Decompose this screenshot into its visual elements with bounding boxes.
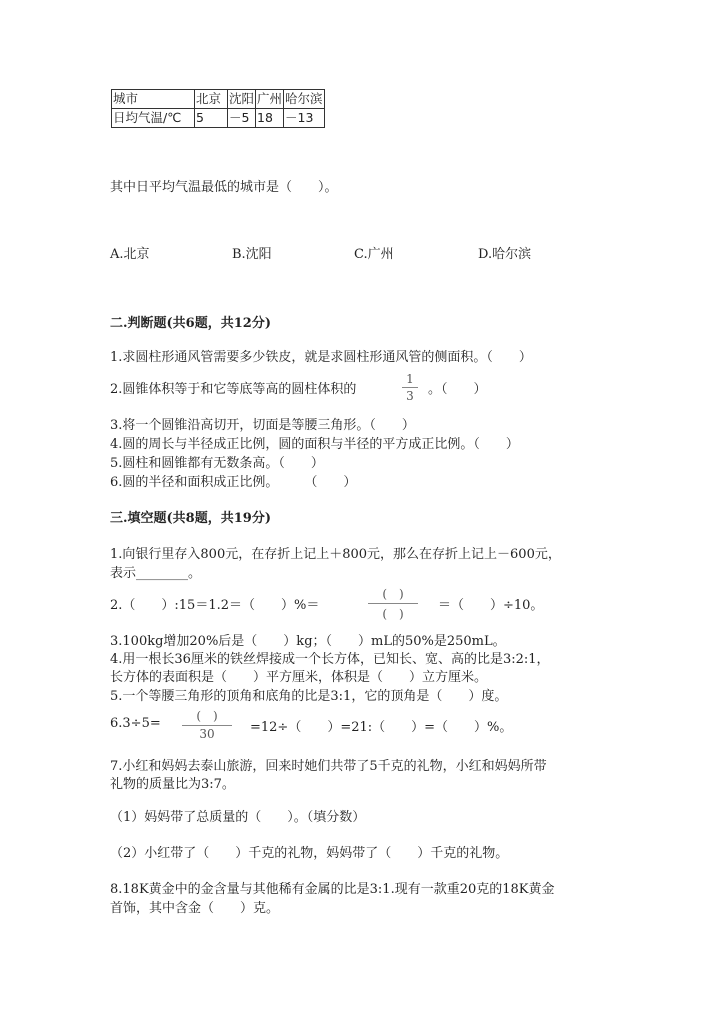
table-row xyxy=(112,109,325,128)
question-item: 2.（ ）:15＝1.2＝（ ）%＝ xyxy=(110,598,320,613)
table-cell: 广州 xyxy=(256,90,284,109)
table-cell: 18 xyxy=(256,109,284,128)
question-item: 2.圆锥体积等于和它等底等高的圆柱体积的 xyxy=(110,382,357,397)
question-item: 7.小红和妈妈去泰山旅游，回来时她们共带了5千克的礼物，小红和妈妈所带 xyxy=(110,759,547,774)
fraction-denominator: 30 xyxy=(199,727,215,741)
question-item: 3.100kg增加20%后是（ ）kg；（ ）mL的50%是250mL。 xyxy=(110,634,506,649)
fraction-numerator: 1 xyxy=(406,372,414,386)
fraction xyxy=(402,372,418,403)
section-title: 二.判断题(共6题，共12分) xyxy=(110,316,271,331)
question-item: =12÷（ ）=21:（ ）=（ ）%。 xyxy=(250,720,513,735)
table-cell: －13 xyxy=(284,109,325,128)
option-a: A.北京 xyxy=(110,247,150,262)
question-item: 1.向银行里存入800元，在存折上记上＋800元，那么在存折上记上－600元， xyxy=(110,547,561,562)
question-item: 6.3÷5= xyxy=(110,716,161,731)
question-item: 表示________。 xyxy=(110,566,202,581)
table-cell: －5 xyxy=(228,109,256,128)
question-item: （1）妈妈带了总质量的（ ）。（填分数） xyxy=(110,810,366,825)
question-item: 1.求圆柱形通风管需要多少铁皮，就是求圆柱形通风管的侧面积。（ ） xyxy=(110,350,532,365)
option-c: C.广州 xyxy=(354,247,394,262)
table-cell: 日均气温/℃ xyxy=(112,109,195,128)
fraction-denominator: ( ) xyxy=(382,607,404,621)
question-item: 5.一个等腰三角形的顶角和底角的比是3:1，它的顶角是（ ）度。 xyxy=(110,689,508,704)
question-item: 长方体的表面积是（ ）平方厘米，体积是（ ）立方厘米。 xyxy=(110,670,488,685)
question-item: ＝（ ）÷10。 xyxy=(438,598,544,613)
question-item: 。（ ） xyxy=(428,382,487,397)
table-cell: 沈阳 xyxy=(228,90,256,109)
fraction-bar xyxy=(182,725,232,726)
question-item: 8.18K黄金中的金含量与其他稀有金属的比是3:1.现有一款重20克的18K黄金 xyxy=(110,882,555,897)
fraction-bar xyxy=(402,387,418,388)
section-title: 三.填空题(共8题，共19分) xyxy=(110,511,271,526)
question-item: 4.圆的周长与半径成正比例，圆的面积与半径的平方成正比例。（ ） xyxy=(110,437,519,452)
question-item: （2）小红带了（ ）千克的礼物，妈妈带了（ ）千克的礼物。 xyxy=(110,846,509,861)
table-header-row xyxy=(112,90,325,109)
fraction-denominator: 3 xyxy=(406,389,414,403)
option-d: D.哈尔滨 xyxy=(478,247,532,262)
fraction xyxy=(368,585,418,622)
table-cell: 哈尔滨 xyxy=(284,90,325,109)
fraction-numerator: ( ) xyxy=(382,587,404,601)
question-item: 4.用一根长36厘米的铁丝焊接成一个长方体，已知长、宽、高的比是3:2:1， xyxy=(110,652,550,667)
question-item: 6.圆的半径和面积成正比例。 （ ） xyxy=(110,475,357,490)
question-item: 礼物的质量比为3:7。 xyxy=(110,777,235,792)
fraction-bar xyxy=(368,603,418,604)
fraction-numerator: ( ) xyxy=(196,709,218,723)
question-item: 3.将一个圆锥沿高切开，切面是等腰三角形。（ ） xyxy=(110,418,415,433)
option-b: B.沈阳 xyxy=(232,247,272,262)
question-stem: 其中日平均气温最低的城市是（ ）。 xyxy=(110,180,338,195)
table-cell: 城市 xyxy=(112,90,195,109)
question-item: 5.圆柱和圆锥都有无数条高。（ ） xyxy=(110,456,324,471)
temperature-table xyxy=(111,89,325,128)
question-item: 首饰，其中含金（ ）克。 xyxy=(110,901,280,916)
table-cell: 北京 xyxy=(195,90,228,109)
fraction xyxy=(182,707,232,741)
table-cell: 5 xyxy=(195,109,228,128)
